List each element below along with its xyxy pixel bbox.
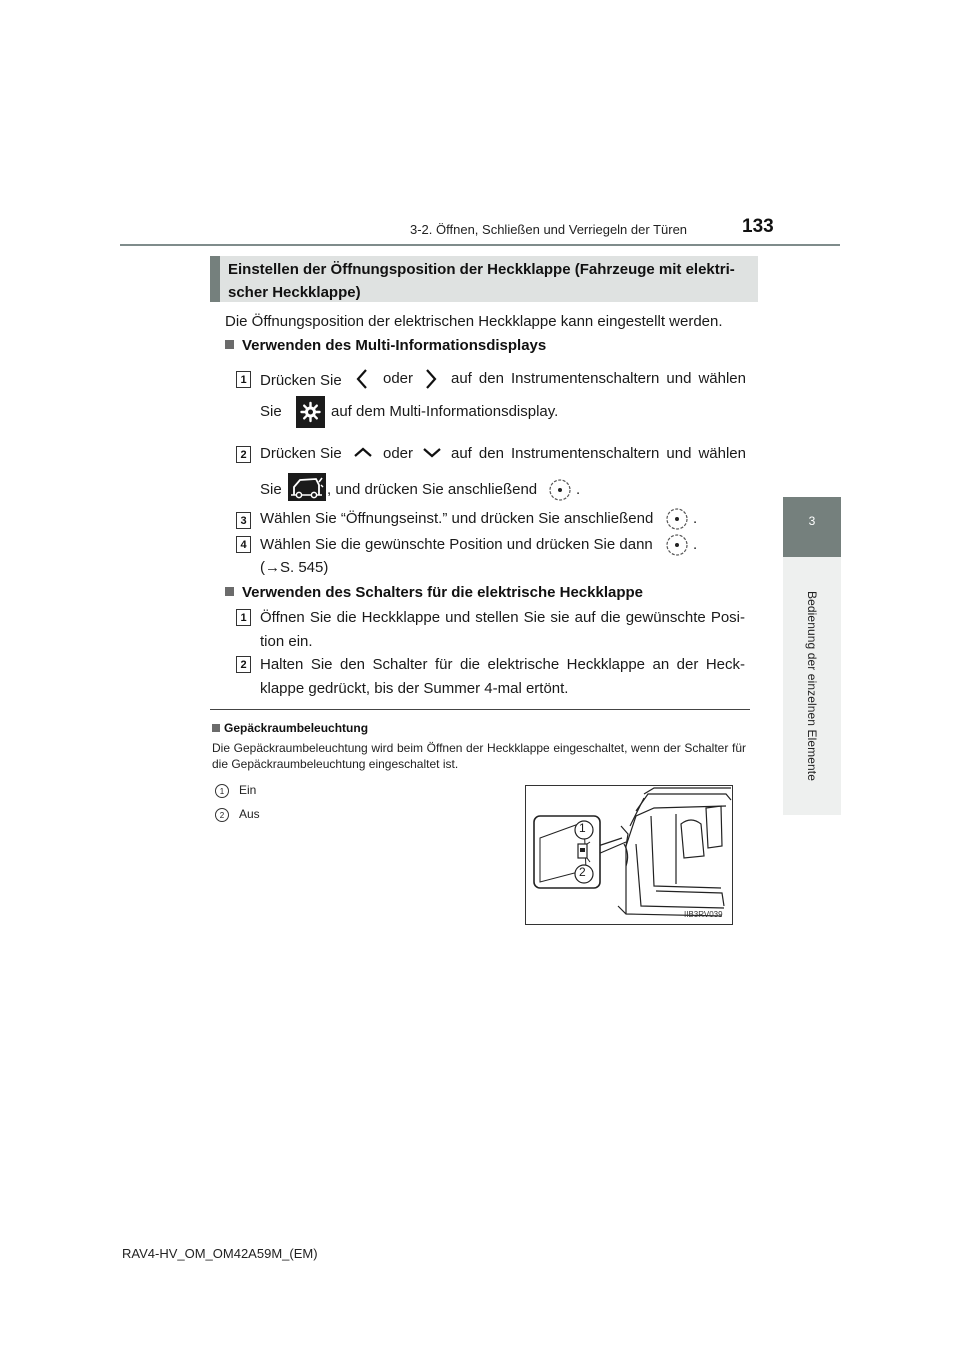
settings-gear-icon [296,396,325,428]
tailgate-vehicle-icon [288,473,326,501]
step-1-rest: auf den Instrumentenschaltern und wählen [451,370,746,387]
step-number: 2 [236,446,251,463]
step-3-end: . [693,510,698,527]
step-1-line2-start: Sie [260,403,282,420]
note-body: Die Gepäckraumbeleuchtung wird beim Öffnen der Heckklappe eingeschaltet, wenn der Schalter für die Gepäckraumbeleuchtung eingeschaltet ist. [212,741,746,771]
bullet-square-icon [225,340,234,349]
legend-label: Aus [239,807,260,821]
page-reference: (→S. 545) [260,559,329,576]
step-4-text: Wählen Sie die gewünschte Position und drücken Sie dann [260,536,653,553]
luggage-light-switch-illustration [525,785,733,925]
notes-divider [210,709,750,710]
step-1-line2-end: auf dem Multi-Informationsdisplay. [331,403,559,420]
bullet-square-icon [225,587,234,596]
chevron-down-icon [421,446,443,460]
section-title: Einstellen der Öffnungsposition der Heckklappe (Fahrzeuge mit elektri- scher Heckklappe) [210,256,758,302]
ok-button-icon [665,533,689,557]
page-number: 133 [742,216,774,237]
legend-number: 2 [215,808,229,822]
chevron-left-icon [355,367,369,391]
step-2-line2-end: . [576,481,581,498]
step-2-line2-mid: , und drücken Sie anschließend [327,481,538,498]
step-4-end: . [693,536,698,553]
step-number: 1 [236,371,251,388]
step-2-rest: auf den Instrumentenschaltern und wählen [451,445,746,462]
step-1-line1: Drücken Sie [260,372,342,389]
chapter-title: 3-2. Öffnen, Schließen und Verriegeln der Türen [410,222,688,237]
illustration-code: IIB3RV039 [684,910,723,919]
step-text: Öffnen Sie die Heckklappe und stellen Sie sie auf die gewünschte Posi-tion ein. [260,609,745,650]
step-number: 3 [236,512,251,529]
step-2-line2-start: Sie [260,481,282,498]
step-1-or: oder [383,370,414,387]
header-divider [120,244,840,246]
section-intro: Die Öffnungsposition der elektrischen Heckklappe kann eingestellt werden. [225,313,723,330]
legend-number: 1 [215,784,229,798]
step-2-line1: Drücken Sie [260,445,342,462]
bullet-square-icon [212,724,220,732]
method1-heading: Verwenden des Multi-Informationsdisplays [225,337,546,354]
step-number: 1 [236,609,251,626]
step-3-text: Wählen Sie “Öffnungseinst.” und drücken Sie anschließend [260,510,654,527]
chevron-right-icon [424,367,438,391]
chapter-tab-label: Bedienung der einzelnen Elemente [805,590,819,781]
step-text: Halten Sie den Schalter für die elektrische Heckklappe an der Heck-klappe gedrückt, bis der Summer 4-mal ertönt. [260,656,745,697]
chevron-up-icon [352,446,374,460]
note-heading: Gepäckraumbeleuchtung [212,721,368,735]
ok-button-icon [548,478,572,502]
chapter-tab-number: 3 [808,514,816,528]
illustration-callout: 2 [579,865,586,879]
step-number: 2 [236,656,251,673]
document-code: RAV4-HV_OM_OM42A59M_(EM) [122,1246,318,1261]
step-2-or: oder [383,445,414,462]
step-number: 4 [236,536,251,553]
legend-label: Ein [239,783,257,797]
illustration-callout: 1 [579,821,586,835]
ok-button-icon [665,507,689,531]
method2-heading: Verwenden des Schalters für die elektrische Heckklappe [225,584,643,601]
